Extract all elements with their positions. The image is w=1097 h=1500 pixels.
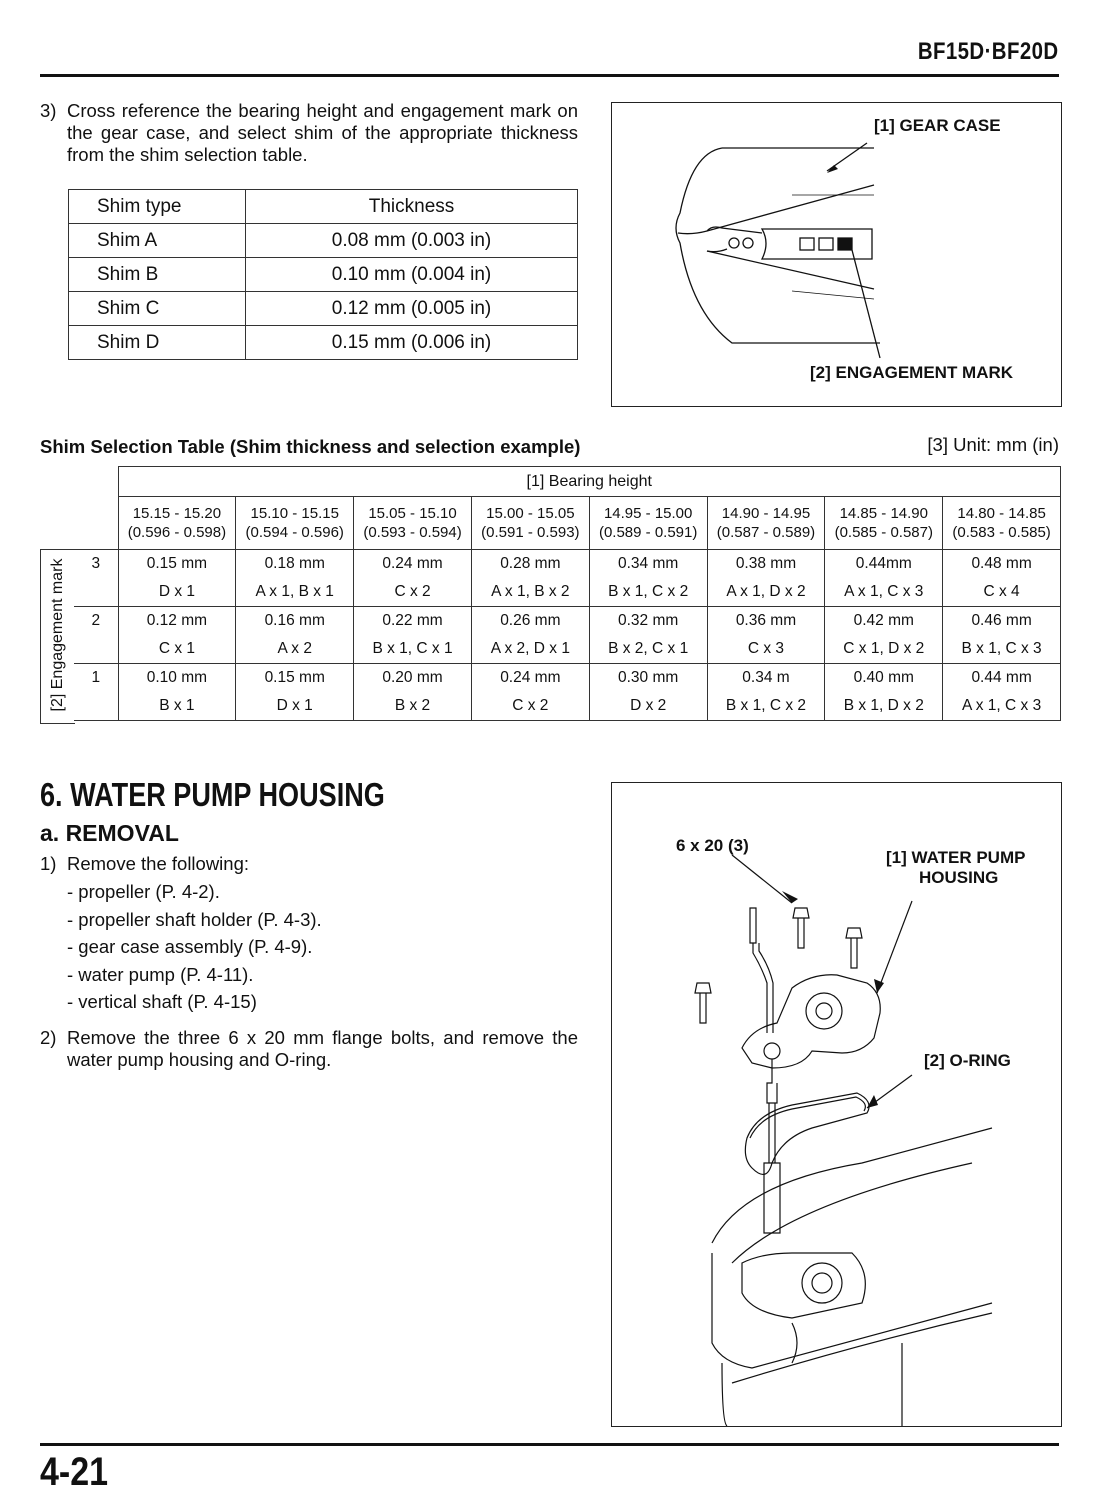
thickness-cell: 0.22 mm [354,607,472,636]
list-item: - propeller (P. 4-2). [67,881,220,902]
engagement-mark-column [40,549,75,724]
thickness-cell: 0.34 mm [589,550,707,579]
bearing-range: 14.95 - 15.00 (0.589 - 0.591) [589,497,707,550]
thickness-cell: 0.15 mm [236,664,354,693]
shim-thickness: 0.10 mm (0.004 in) [246,258,578,292]
thickness-header: Thickness [246,190,578,224]
shim-combo-cell: A x 1, C x 3 [825,579,943,607]
shim-combo-cell: C x 3 [707,636,825,664]
shim-combo-cell: B x 2, C x 1 [589,636,707,664]
thickness-cell: 0.38 mm [707,550,825,579]
thickness-cell: 0.44 mm [943,664,1061,693]
shim-combo-cell: B x 1, C x 2 [589,579,707,607]
thickness-cell: 0.30 mm [589,664,707,693]
step-3 [40,100,578,166]
shim-combo-cell: A x 1, B x 2 [471,579,589,607]
shim-combo-cell: B x 1, C x 1 [354,636,472,664]
shim-thickness: 0.15 mm (0.006 in) [246,326,578,360]
shim-combo-cell: B x 1, D x 2 [825,693,943,721]
shim-combo-cell: C x 2 [354,579,472,607]
table-row [69,326,578,360]
engagement-mark-header: [2] Engagement mark [49,558,66,712]
shim-combo-cell: B x 1, C x 2 [707,693,825,721]
table-row [74,550,1061,579]
table-row [74,693,1061,721]
removal-list [67,878,322,1016]
thickness-cell: 0.36 mm [707,607,825,636]
water-pump-figure [611,782,1062,1427]
list-item: - propeller shaft holder (P. 4-3). [67,908,322,930]
step-3-number: 3) [40,100,57,121]
shim-combo-cell: B x 1, C x 3 [943,636,1061,664]
thickness-cell: 0.18 mm [236,550,354,579]
shim-combo-cell: A x 1, C x 3 [943,693,1061,721]
table-row [74,467,1061,497]
bearing-range: 15.05 - 15.10 (0.593 - 0.594) [354,497,472,550]
thickness-cell: 0.16 mm [236,607,354,636]
shim-combo-cell: B x 2 [354,693,472,721]
shim-name: Shim D [69,326,246,360]
table-row [69,292,578,326]
table-row [74,579,1061,607]
shim-name: Shim A [69,224,246,258]
shim-selection-table [74,466,1061,721]
bearing-range: 14.85 - 14.90 (0.585 - 0.587) [825,497,943,550]
list-item: - vertical shaft (P. 4-15) [67,991,257,1012]
list-item: - water pump (P. 4-11). [67,963,254,985]
thickness-cell: 0.12 mm [118,607,236,636]
gear-case-drawing [612,103,1061,406]
footer-rule [40,1443,1059,1446]
table-row [74,636,1061,664]
shim-combo-cell: A x 2 [236,636,354,664]
table-row [69,224,578,258]
mark-value: 3 [74,550,118,607]
shim-combo-cell: D x 1 [236,693,354,721]
mark-value: 2 [74,607,118,664]
header-rule [40,74,1059,77]
step-1-number: 1) [40,853,57,874]
shim-name: Shim B [69,258,246,292]
step-1-text: Remove the following: [67,853,250,874]
bolts-label: 6 x 20 (3) [676,836,749,855]
thickness-cell: 0.48 mm [943,550,1061,579]
o-ring-label: [2] O-RING [924,1051,1011,1070]
bearing-range: 14.90 - 14.95 (0.587 - 0.589) [707,497,825,550]
unit-label: [3] Unit: mm (in) [927,434,1059,455]
table-row [69,258,578,292]
thickness-cell: 0.24 mm [354,550,472,579]
bearing-range: 15.15 - 15.20 (0.596 - 0.598) [118,497,236,550]
thickness-cell: 0.44mm [825,550,943,579]
engagement-mark-label: [2] ENGAGEMENT MARK [810,363,1014,382]
thickness-cell: 0.34 m [707,664,825,693]
thickness-cell: 0.20 mm [354,664,472,693]
bearing-range: 15.10 - 15.15 (0.594 - 0.596) [236,497,354,550]
shim-combo-cell: C x 1 [118,636,236,664]
table-row [74,664,1061,693]
bearing-range: 15.00 - 15.05 (0.591 - 0.593) [471,497,589,550]
shim-combo-cell: D x 2 [589,693,707,721]
mark-value: 1 [74,664,118,721]
table-row [74,607,1061,636]
section-title: 6. WATER PUMP HOUSING [40,776,385,813]
removal-step-1 [40,853,578,875]
thickness-cell: 0.10 mm [118,664,236,693]
step-3-text: Cross reference the bearing height and engagement mark on the gear case, and select shim of the appropriate thickness from the shim selection table. [67,100,578,165]
table-row [74,497,1061,550]
shim-type-table [68,189,578,360]
shim-combo-cell: A x 2, D x 1 [471,636,589,664]
thickness-cell: 0.40 mm [825,664,943,693]
water-pump-housing-label: [1] WATER PUMP HOUSING [886,848,1026,887]
thickness-cell: 0.46 mm [943,607,1061,636]
bearing-range: 14.80 - 14.85 (0.583 - 0.585) [943,497,1061,550]
shim-combo-cell: C x 1, D x 2 [825,636,943,664]
shim-combo-cell: A x 1, B x 1 [236,579,354,607]
table-row [69,190,578,224]
thickness-cell: 0.42 mm [825,607,943,636]
thickness-cell: 0.32 mm [589,607,707,636]
shim-combo-cell: A x 1, D x 2 [707,579,825,607]
subsection-title: a. REMOVAL [40,820,179,846]
shim-thickness: 0.08 mm (0.003 in) [246,224,578,258]
page-number: 4-21 [40,1450,109,1494]
gear-case-label: [1] GEAR CASE [874,116,1001,135]
shim-combo-cell: C x 2 [471,693,589,721]
thickness-cell: 0.28 mm [471,550,589,579]
step-2-text: Remove the three 6 x 20 mm flange bolts, and remove the water pump housing and O-ring. [67,1027,578,1070]
thickness-cell: 0.26 mm [471,607,589,636]
bearing-height-header: [1] Bearing height [118,467,1061,497]
shim-combo-cell: D x 1 [118,579,236,607]
removal-step-2 [40,1027,578,1071]
list-item: - gear case assembly (P. 4-9). [67,936,313,957]
thickness-cell: 0.15 mm [118,550,236,579]
model-header: BF15D·BF20D [918,38,1059,65]
shim-name: Shim C [69,292,246,326]
shim-combo-cell: C x 4 [943,579,1061,607]
shim-combo-cell: B x 1 [118,693,236,721]
step-2-number: 2) [40,1027,57,1048]
shim-type-header: Shim type [69,190,246,224]
selection-table-title: Shim Selection Table (Shim thickness and selection example) [40,436,581,457]
shim-thickness: 0.12 mm (0.005 in) [246,292,578,326]
thickness-cell: 0.24 mm [471,664,589,693]
gear-case-figure [611,102,1062,407]
